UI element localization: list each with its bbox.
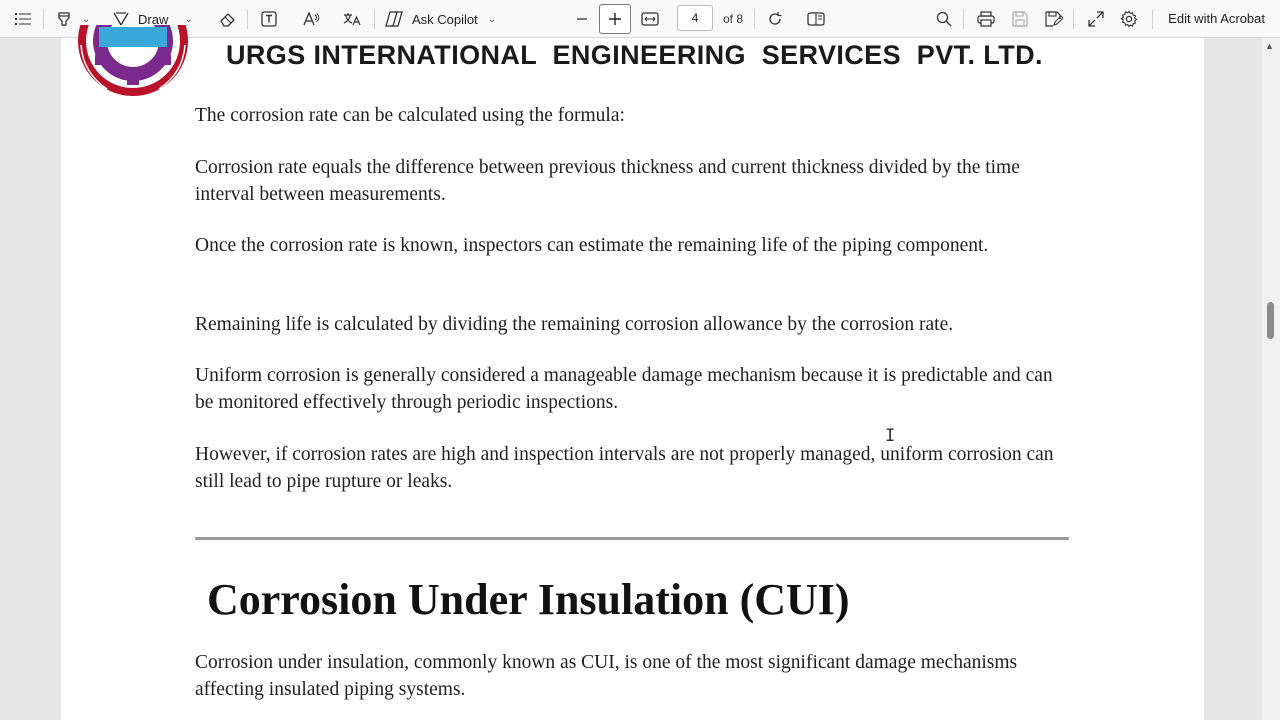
read-aloud-icon[interactable]: [298, 5, 324, 33]
highlight-icon: [56, 11, 72, 27]
vertical-scrollbar[interactable]: [1262, 38, 1280, 720]
draw-label: Draw: [138, 11, 169, 27]
pdf-toolbar: [0, 0, 1280, 38]
zoom-in-icon[interactable]: [599, 4, 631, 34]
ask-copilot-button[interactable]: [384, 5, 504, 33]
translate-icon[interactable]: [339, 5, 365, 33]
copilot-icon: [384, 10, 404, 28]
save-icon[interactable]: [1007, 5, 1033, 33]
text-box-icon[interactable]: [256, 5, 282, 33]
eraser-icon[interactable]: [214, 5, 240, 33]
fullscreen-icon[interactable]: [1083, 5, 1109, 33]
contents-icon[interactable]: [10, 5, 36, 33]
paragraph-formula-intro: The corrosion rate can be calculated using the formula:: [195, 105, 625, 126]
save-as-icon[interactable]: [1041, 5, 1067, 33]
paragraph-rupture-risk: However, if corrosion rates are high and inspection intervals are not properly managed, uniform corrosion can still lead to pipe rupture or leaks.: [195, 444, 1054, 492]
page-number-value: 4: [691, 11, 699, 25]
company-name-header: URGS INTERNATIONAL ENGINEERING SERVICES PVT. LTD.: [226, 40, 1043, 70]
chevron-down-icon: ⌄: [184, 13, 193, 25]
rotate-icon[interactable]: [762, 5, 788, 33]
paragraph-uniform-corrosion: Uniform corrosion is generally considered a manageable damage mechanism because it is predictable and can be monitored effectively through periodic inspections.: [195, 365, 1053, 413]
paragraph-corrosion-rate: Corrosion rate equals the difference between previous thickness and current thickness divided by the time interval between measurements.: [195, 157, 1020, 205]
paragraph-remaining-life-intro: Once the corrosion rate is known, inspectors can estimate the remaining life of the piping component.: [195, 235, 989, 256]
fit-width-icon[interactable]: [638, 5, 662, 33]
scroll-up-arrow-icon[interactable]: ▲: [1265, 41, 1274, 51]
print-icon[interactable]: [973, 5, 999, 33]
company-logo: [77, 25, 189, 97]
paragraph-cui-intro: Corrosion under insulation, commonly known as CUI, is one of the most significant damage mechanisms affecting insulated piping systems.: [195, 652, 1018, 700]
search-icon[interactable]: [931, 5, 957, 33]
page-view-icon[interactable]: [803, 5, 829, 33]
horizontal-rule: [195, 537, 1069, 540]
edit-with-acrobat-button[interactable]: Edit with Acrobat: [1168, 11, 1265, 26]
page-number-input[interactable]: [677, 5, 713, 31]
page-count: of 8: [723, 12, 744, 26]
scrollbar-thumb[interactable]: [1267, 302, 1274, 339]
settings-icon[interactable]: [1116, 5, 1142, 33]
text-cursor-icon: I: [885, 426, 896, 446]
paragraph-remaining-life-formula: Remaining life is calculated by dividing the remaining corrosion allowance by the corrosion rate.: [195, 314, 954, 335]
chevron-down-icon: ⌄: [487, 13, 497, 25]
chevron-down-icon: ⌄: [81, 13, 91, 25]
zoom-out-icon[interactable]: [570, 5, 594, 33]
ask-copilot-label: Ask Copilot: [412, 11, 478, 27]
section-heading: Corrosion Under Insulation (CUI): [207, 575, 850, 624]
